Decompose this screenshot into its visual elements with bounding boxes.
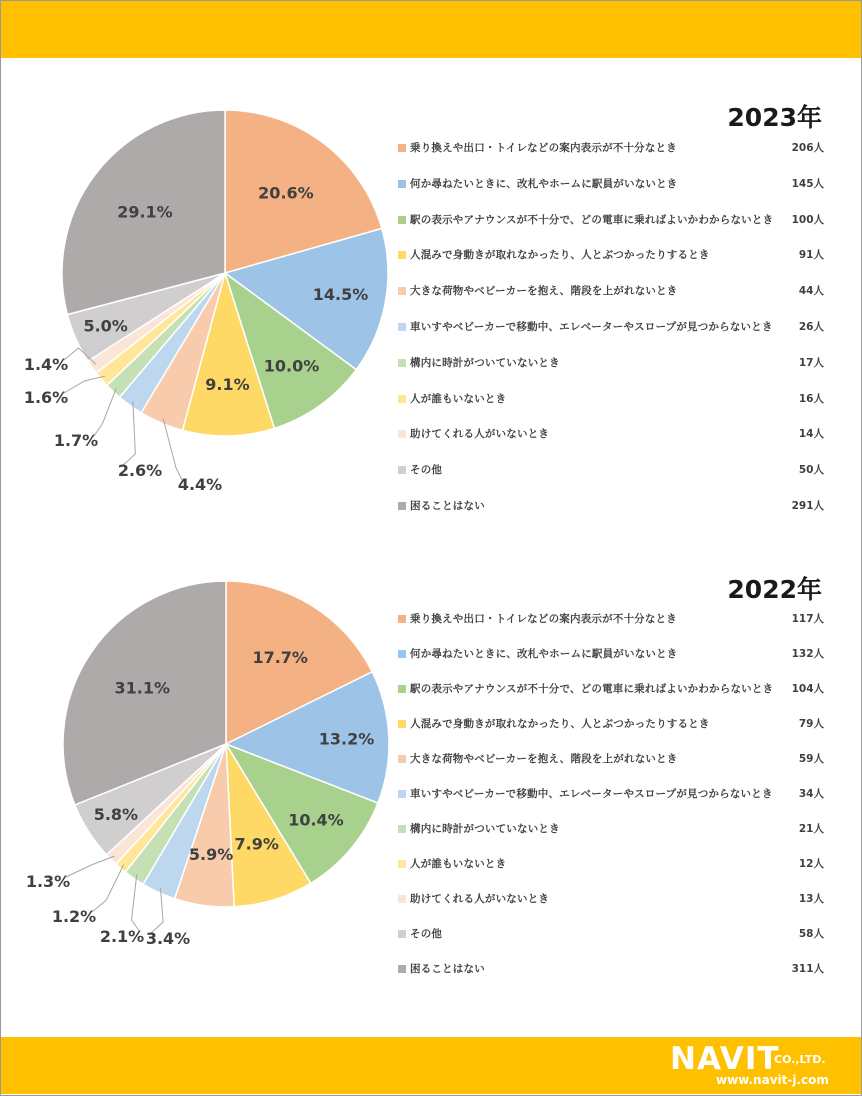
- slice-data-label: 1.3%: [25, 872, 71, 891]
- legend-count: 145人: [791, 177, 824, 190]
- slice-data-label: 3.4%: [145, 929, 191, 948]
- legend-item: [398, 716, 828, 732]
- legend-count: 91人: [798, 249, 824, 262]
- chart-title-2023: 2023年: [727, 103, 822, 132]
- legend-label: 駅の表示やアナウンスが不十分で、どの電車に乗ればよいかわからないとき: [410, 213, 774, 226]
- legend-swatch: [398, 685, 406, 693]
- legend-item: [398, 926, 828, 942]
- legend-count: 132人: [791, 648, 824, 660]
- legend-label: 助けてくれる人がいないとき: [410, 893, 550, 905]
- legend-count: 16人: [798, 392, 824, 405]
- legend-label: 乗り換えや出口・トイレなどの案内表示が不十分なとき: [410, 613, 677, 625]
- legend-count: 100人: [791, 213, 824, 226]
- legend-item: [398, 247, 828, 263]
- legend-swatch: [398, 790, 406, 798]
- logo-suffix-text: CO.,LTD.: [774, 1053, 826, 1066]
- slice-data-label: 1.6%: [23, 388, 69, 407]
- legend-swatch: [398, 720, 406, 728]
- legend-count: 58人: [798, 928, 824, 940]
- legend-count: 12人: [798, 858, 824, 870]
- chart-title-2022: 2022年: [727, 575, 822, 604]
- legend-label: 何か尋ねたいときに、改札やホームに駅員がいないとき: [410, 648, 678, 660]
- legend-item: [398, 212, 828, 228]
- legend-swatch: [398, 180, 406, 188]
- legend-item: [398, 355, 828, 371]
- legend-item: [398, 498, 828, 514]
- legend-label: 人混みで身動きが取れなかったり、人とぶつかったりするとき: [410, 718, 710, 730]
- legend-swatch: [398, 755, 406, 763]
- legend-count: 26人: [798, 321, 824, 333]
- legend-label: 駅の表示やアナウンスが不十分で、どの電車に乗ればよいかわからないとき: [410, 683, 774, 695]
- leader-line: [132, 874, 140, 932]
- legend-item: [398, 681, 828, 697]
- legend-swatch: [398, 930, 406, 938]
- legend-count: 50人: [798, 464, 824, 477]
- legend-label: 大きな荷物やベビーカーを抱え、階段を上がれないとき: [410, 753, 678, 765]
- legend-swatch: [398, 251, 406, 259]
- leader-line: [66, 856, 115, 877]
- legend-swatch: [398, 430, 406, 438]
- legend-swatch: [398, 287, 406, 295]
- slice-data-label: 14.5%: [312, 284, 369, 304]
- legend-item: [398, 891, 828, 907]
- legend-swatch: [398, 359, 406, 367]
- legend-count: 14人: [798, 428, 824, 441]
- slice-data-label: 1.4%: [23, 355, 69, 374]
- legend-item: [398, 283, 828, 299]
- legend-label: 何か尋ねたいときに、改札やホームに駅員がいないとき: [410, 177, 678, 190]
- leader-line: [122, 401, 135, 466]
- slice-data-label: 29.1%: [117, 202, 173, 222]
- legend-count: 13人: [798, 893, 824, 905]
- legend-swatch: [398, 895, 406, 903]
- legend-label: 人が誰もいないとき: [410, 858, 507, 870]
- legend-swatch: [398, 466, 406, 474]
- legend-item: [398, 646, 828, 662]
- slice-data-label: 31.1%: [114, 678, 170, 698]
- legend-swatch: [398, 615, 406, 623]
- legend-item: [398, 140, 828, 156]
- legend-count: 79人: [798, 718, 824, 730]
- legend-label: 乗り換えや出口・トイレなどの案内表示が不十分なとき: [410, 142, 677, 154]
- logo-main-text: NAVIT: [670, 1041, 780, 1077]
- legend-label: 困ることはない: [410, 500, 485, 512]
- slice-data-label: 10.0%: [263, 356, 320, 376]
- legend-item: [398, 856, 828, 872]
- legend-item: [398, 961, 828, 977]
- legend-item: [398, 391, 828, 407]
- leader-line: [92, 865, 124, 912]
- legend-count: 44人: [798, 285, 824, 298]
- legend-item: [398, 786, 828, 802]
- slice-data-label: 13.2%: [318, 729, 375, 749]
- legend-item: [398, 462, 828, 478]
- chart-2023: [0, 60, 862, 530]
- legend-label: 人が誰もいないとき: [410, 392, 507, 405]
- legend-label: 構内に時計がついていないとき: [410, 823, 560, 835]
- slice-data-label: 5.0%: [83, 316, 128, 336]
- legend-swatch: [398, 965, 406, 973]
- legend-label: 構内に時計がついていないとき: [410, 356, 560, 369]
- legend-item: [398, 751, 828, 767]
- legend-swatch: [398, 825, 406, 833]
- legend-item: [398, 176, 828, 192]
- slice-data-label: 4.4%: [177, 475, 223, 494]
- navit-logo: [670, 1041, 850, 1091]
- leader-line: [150, 888, 163, 934]
- legend-count: 59人: [798, 753, 824, 765]
- legend-label: 助けてくれる人がいないとき: [410, 428, 550, 441]
- legend-label: その他: [410, 928, 443, 940]
- legend-count: 117人: [791, 613, 824, 625]
- legend-count: 206人: [791, 142, 824, 154]
- slice-data-label: 2.1%: [99, 927, 145, 946]
- legend-label: 人混みで身動きが取れなかったり、人とぶつかったりするとき: [410, 249, 710, 262]
- legend-label: その他: [410, 464, 443, 477]
- slice-data-label: 9.1%: [205, 374, 250, 394]
- slice-data-label: 2.6%: [117, 461, 163, 480]
- legend-count: 21人: [798, 823, 824, 835]
- legend-label: 車いすやベビーカーで移動中、エレベーターやスロープが見つからないとき: [410, 321, 773, 333]
- slice-data-label: 17.7%: [252, 647, 308, 667]
- legend-count: 291人: [791, 500, 824, 512]
- slice-data-label: 7.9%: [234, 834, 279, 854]
- slice-data-label: 1.7%: [53, 431, 99, 450]
- legend-item: [398, 319, 828, 335]
- legend-item: [398, 426, 828, 442]
- header-bar: [1, 1, 861, 58]
- legend-item: [398, 611, 828, 627]
- legend-count: 311人: [791, 963, 824, 975]
- legend-label: 大きな荷物やベビーカーを抱え、階段を上がれないとき: [410, 285, 678, 298]
- logo-url-text: www.navit-j.com: [716, 1073, 829, 1087]
- legend-swatch: [398, 860, 406, 868]
- legend-label: 車いすやベビーカーで移動中、エレベーターやスロープが見つからないとき: [410, 788, 773, 800]
- slice-data-label: 1.2%: [51, 907, 97, 926]
- leader-line: [94, 388, 116, 436]
- slice-data-label: 5.9%: [188, 844, 234, 864]
- legend-item: [398, 821, 828, 837]
- legend-count: 17人: [798, 356, 824, 369]
- legend-count: 104人: [791, 683, 824, 695]
- slice-data-label: 5.8%: [93, 804, 139, 824]
- legend-swatch: [398, 216, 406, 224]
- legend-swatch: [398, 502, 406, 510]
- legend-swatch: [398, 650, 406, 658]
- chart-2022: [0, 532, 862, 1002]
- legend-swatch: [398, 323, 406, 331]
- slice-data-label: 10.4%: [288, 810, 344, 830]
- legend-count: 34人: [798, 788, 824, 800]
- legend-label: 困ることはない: [410, 963, 485, 975]
- leader-line: [64, 376, 105, 393]
- legend-swatch: [398, 395, 406, 403]
- legend-swatch: [398, 144, 406, 152]
- slice-data-label: 20.6%: [258, 183, 314, 203]
